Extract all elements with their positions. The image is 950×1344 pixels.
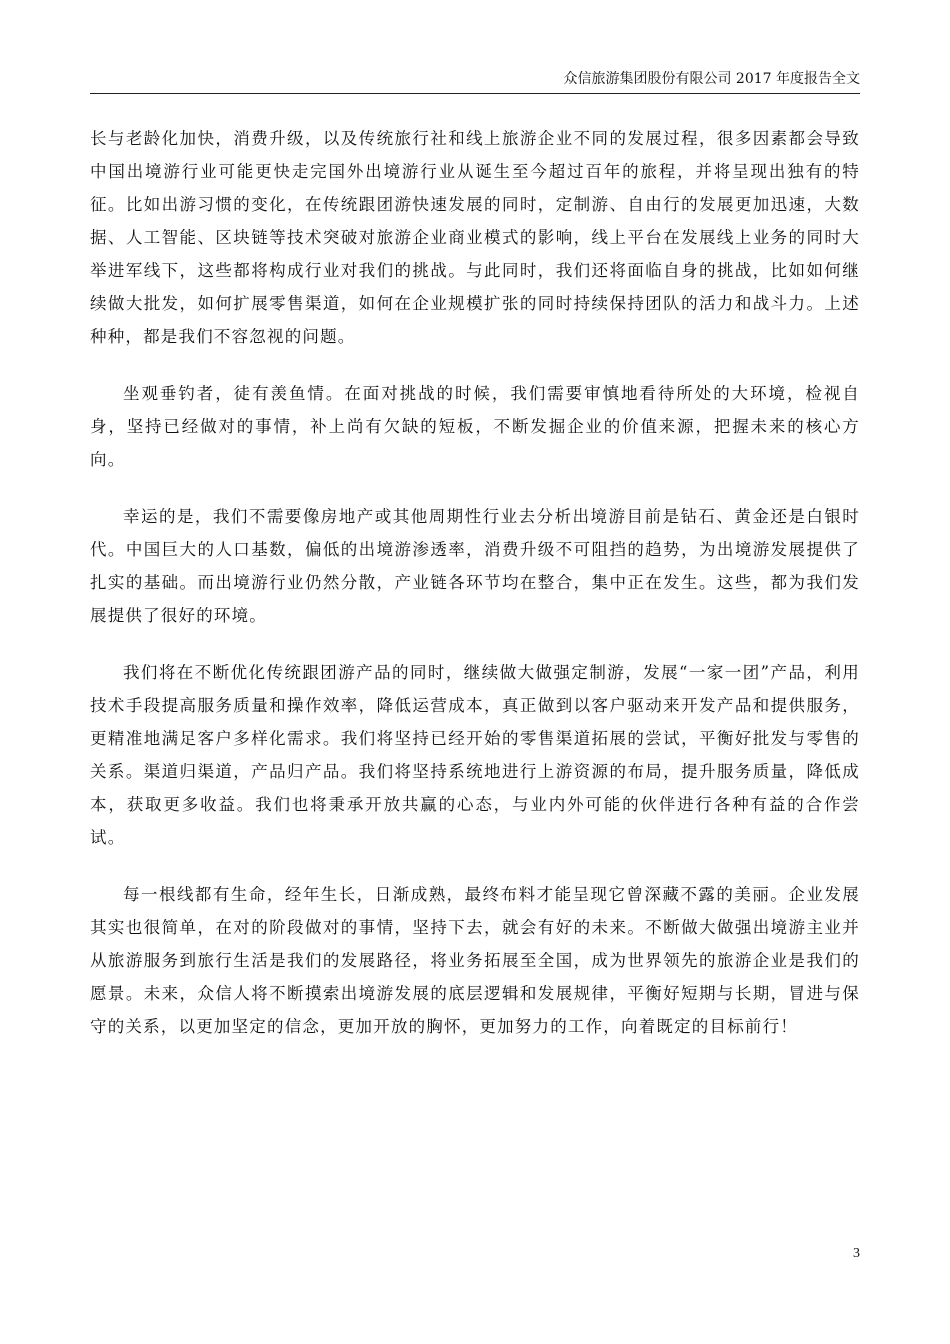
page-header: 众信旅游集团股份有限公司 2017 年度报告全文 [563, 71, 860, 87]
header-divider [90, 93, 860, 94]
paragraph-continued: 长与老龄化加快，消费升级，以及传统旅行社和线上旅游企业不同的发展过程，很多因素都会导致中国出境游行业可能更快走完国外出境游行业从诞生至今超过百年的旅程，并将呈现出独有的特征。比如出游习惯的变化，在传统跟团游快速发展的同时，定制游、自由行的发展更加迅速，大数据、人工智能、区块链等技术突破对旅游企业商业模式的影响，线上平台在发展线上业务的同时大举进军线下，这些都将构成行业对我们的挑战。与此同时，我们还将面临自身的挑战，比如如何继续做大批发，如何扩展零售渠道，如何在企业规模扩张的同时持续保持团队的活力和战斗力。上述种种，都是我们不容忽视的问题。 [90, 129, 860, 346]
paragraph: 我们将在不断优化传统跟团游产品的同时，继续做大做强定制游，发展“一家一团”产品，利用技术手段提高服务质量和操作效率，降低运营成本，真正做到以客户驱动来开发产品和提供服务，更精准地满足客户多样化需求。我们将坚持已经开始的零售渠道拓展的尝试，平衡好批发与零售的关系。渠道归渠道，产品归产品。我们将坚持系统地进行上游资源的布局，提升服务质量，降低成本，获取更多收益。我们也将秉承开放共赢的心态，与业内外可能的伙伴进行各种有益的合作尝试。 [90, 663, 860, 847]
page-number: 3 [853, 1246, 860, 1261]
document-body [90, 122, 860, 1043]
paragraph: 幸运的是，我们不需要像房地产或其他周期性行业去分析出境游目前是钻石、黄金还是白银时代。中国巨大的人口基数，偏低的出境游渗透率，消费升级不可阻挡的趋势，为出境游发展提供了扎实的基础。而出境游行业仍然分散，产业链各环节均在整合，集中正在发生。这些，都为我们发展提供了很好的环境。 [90, 507, 860, 625]
paragraph: 每一根线都有生命，经年生长，日渐成熟，最终布料才能呈现它曾深藏不露的美丽。企业发展其实也很简单，在对的阶段做对的事情，坚持下去，就会有好的未来。不断做大做强出境游主业并从旅游服务到旅行生活是我们的发展路径，将业务拓展至全国，成为世界领先的旅游企业是我们的愿景。未来，众信人将不断摸索出境游发展的底层逻辑和发展规律，平衡好短期与长期，冒进与保守的关系，以更加坚定的信念，更加开放的胸怀，更加努力的工作，向着既定的目标前行！ [90, 885, 860, 1036]
paragraph: 坐观垂钓者，徒有羡鱼情。在面对挑战的时候，我们需要审慎地看待所处的大环境，检视自身，坚持已经做对的事情，补上尚有欠缺的短板，不断发掘企业的价值来源，把握未来的核心方向。 [90, 384, 860, 469]
